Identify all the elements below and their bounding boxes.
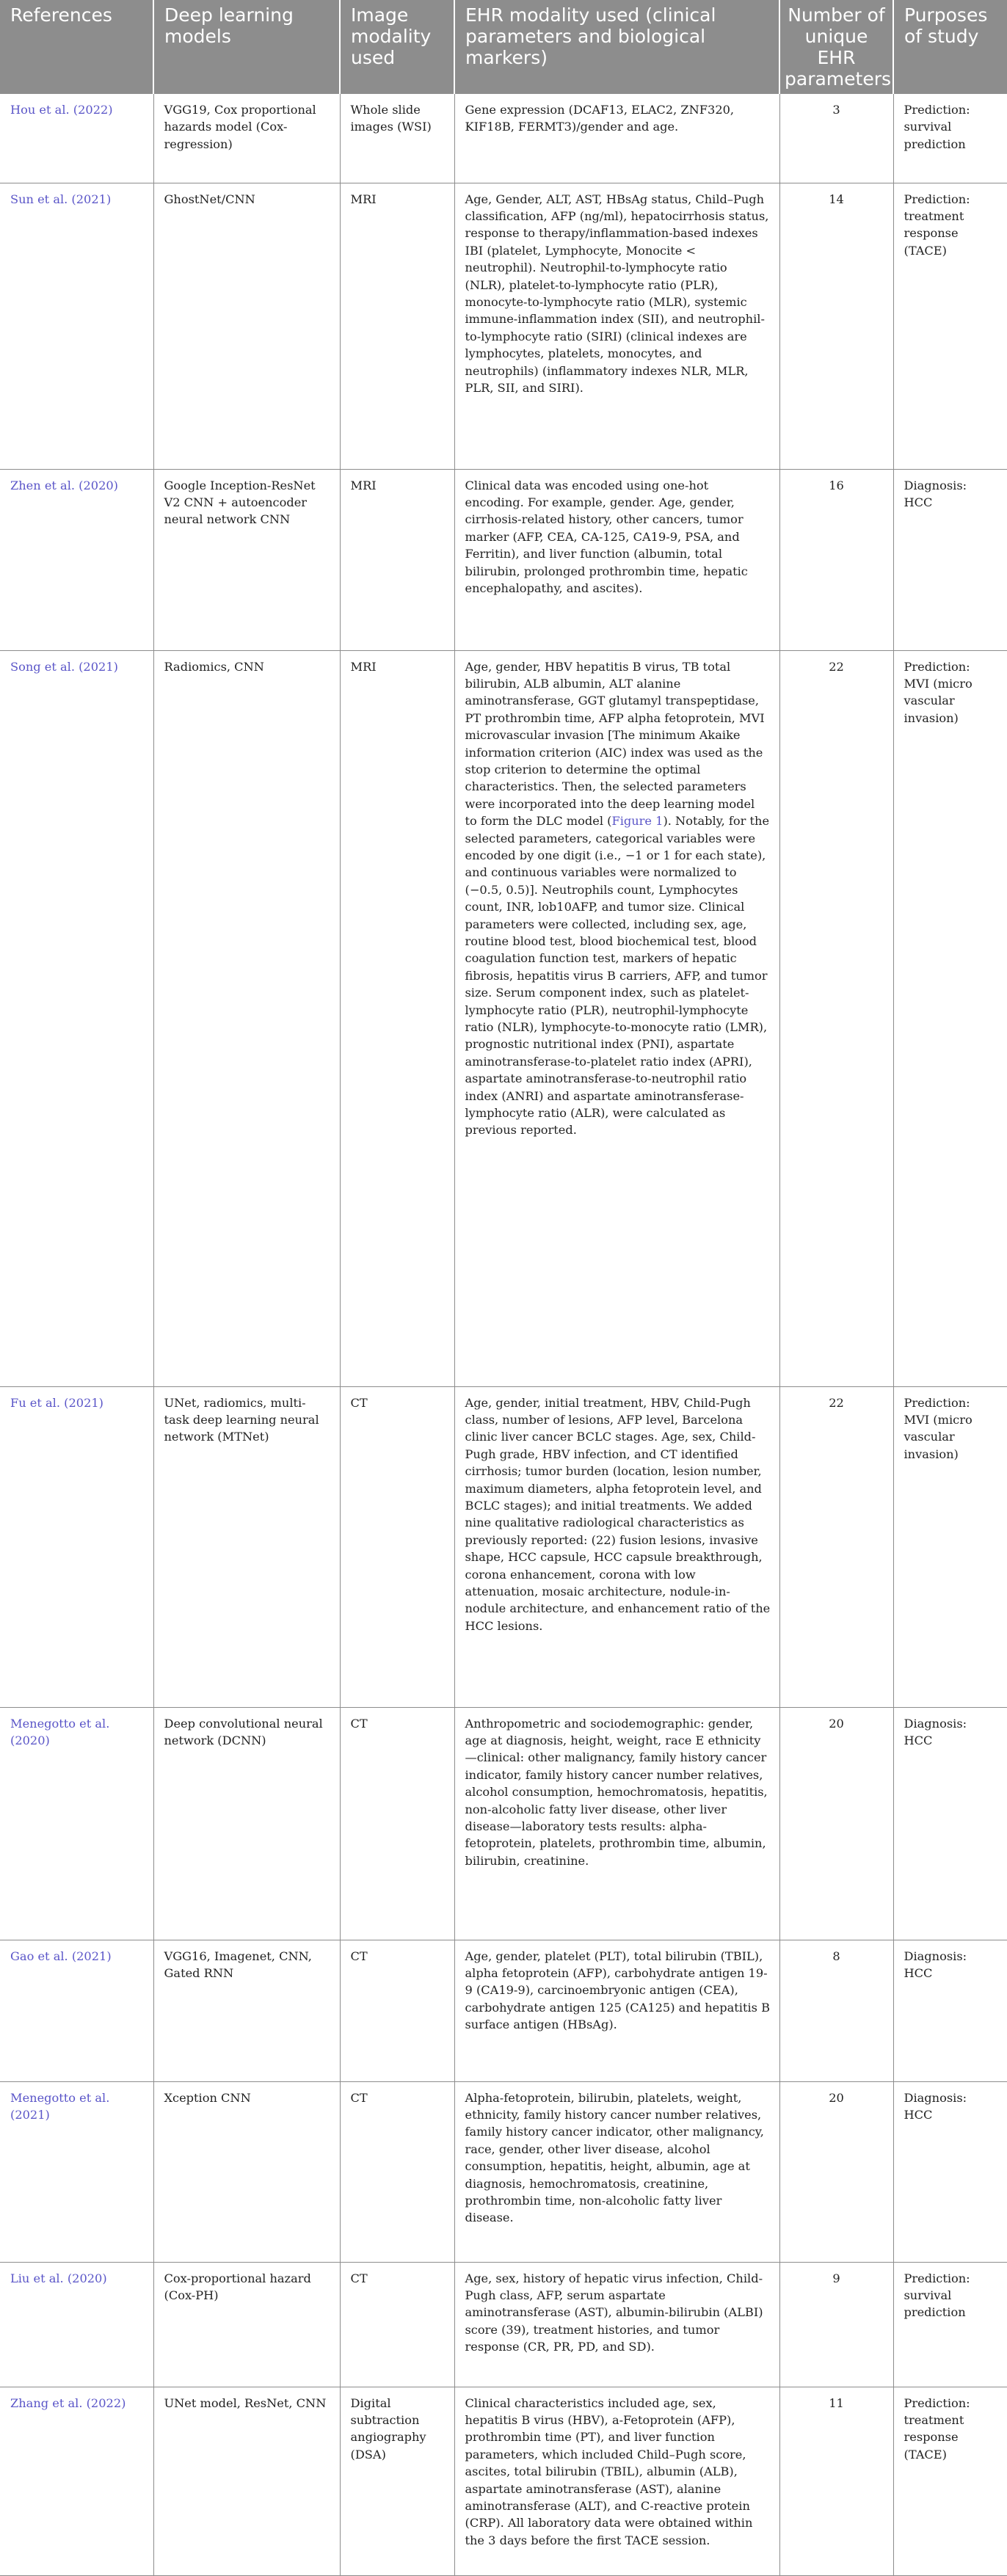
cell-reference	[0, 1386, 153, 1707]
cell-modality: MRI	[340, 650, 454, 1386]
table-row	[0, 650, 1007, 1386]
table-row	[0, 469, 1007, 650]
cell-purpose: Diagnosis: HCC	[893, 2081, 1007, 2262]
cell-ehr: Age, gender, initial treatment, HBV, Child-Pugh class, number of lesions, AFP level, Barcelona clinic liver cancer BCLC stages. Age, sex, Child-Pugh grade, HBV infection, and CT identified cirrhosis; tumor burden (location, lesion number, maximum diameters, alpha fetoprotein level, and BCLC stages); and initial treatments. We added nine qualitative radiological characteristics as previously reported: (22) fusion lesions, invasive shape, HCC capsule, HCC capsule breakthrough, corona enhancement, corona with low attenuation, mosaic architecture, nodule-in-nodule architecture, and enhancement ratio of the HCC lesions.	[454, 1386, 779, 1707]
cell-reference	[0, 1940, 153, 2081]
ehr-text: Age, gender, HBV hepatitis B virus, TB total bilirubin, ALB albumin, ALT alanine aminotransferase, GGT glutamyl transpeptidase, PT prothrombin time, AFP alpha fetoprotein, MVI microvascular invasion [The minimum Akaike information criterion (AIC) index was used as the stop criterion to determine the optimal characteristics. Then, the selected parameters were incorporated into the deep learning model to form the DLC model (	[465, 659, 765, 829]
table-row	[0, 1940, 1007, 2081]
cell-count: 9	[779, 2262, 893, 2387]
cell-model: Deep convolutional neural network (DCNN)	[153, 1707, 340, 1940]
table-row	[0, 2387, 1007, 2575]
reference-link[interactable]: Zhang et al. (2022)	[10, 2395, 126, 2410]
cell-count: 11	[779, 2387, 893, 2575]
reference-link[interactable]: Hou et al. (2022)	[10, 103, 113, 117]
cell-purpose: Prediction: survival prediction	[893, 94, 1007, 183]
cell-model: Radiomics, CNN	[153, 650, 340, 1386]
cell-model: Xception CNN	[153, 2081, 340, 2262]
cell-count: 20	[779, 2081, 893, 2262]
cell-count: 8	[779, 1940, 893, 2081]
table-row	[0, 1707, 1007, 1940]
cell-count: 16	[779, 469, 893, 650]
cell-reference	[0, 2081, 153, 2262]
cell-ehr: Gene expression (DCAF13, ELAC2, ZNF320, KIF18B, FERMT3)/gender and age.	[454, 94, 779, 183]
header-models: Deep learning models	[153, 0, 340, 94]
header-ehr: EHR modality used (clinical parameters and biological markers)	[454, 0, 779, 94]
cell-reference	[0, 2387, 153, 2575]
reference-link[interactable]: Zhen et al. (2020)	[10, 478, 118, 492]
header-count: Number of unique EHR parameters	[779, 0, 893, 94]
cell-ehr: Clinical data was encoded using one-hot encoding. For example, gender. Age, gender, cirrhosis-related history, other cancers, tumor marker (AFP, CEA, CA-125, CA19-9, PSA, and Ferritin), and liver function (albumin, total bilirubin, prolonged prothrombin time, hepatic encephalopathy, and ascites).	[454, 469, 779, 650]
cell-purpose: Prediction: treatment response (TACE)	[893, 2387, 1007, 2575]
cell-purpose: Diagnosis: HCC	[893, 1707, 1007, 1940]
cell-reference	[0, 1707, 153, 1940]
cell-modality: CT	[340, 1940, 454, 2081]
cell-ehr: Anthropometric and sociodemographic: gender, age at diagnosis, height, weight, race E ethnicity—clinical: other malignancy, family history cancer indicator, family history cancer number relatives, alcohol consumption, hemochromatosis, hepatitis, non-alcoholic fatty liver disease, other liver disease—laboratory tests results: alpha-fetoprotein, platelets, prothrombin time, albumin, bilirubin, creatinine.	[454, 1707, 779, 1940]
cell-modality: Digital subtraction angiography (DSA)	[340, 2387, 454, 2575]
table-row	[0, 2081, 1007, 2262]
cell-count: 20	[779, 1707, 893, 1940]
cell-purpose: Diagnosis: HCC	[893, 469, 1007, 650]
cell-model: Cox-proportional hazard (Cox-PH)	[153, 2262, 340, 2387]
cell-purpose: Prediction: treatment response (TACE)	[893, 183, 1007, 469]
cell-ehr: Age, sex, history of hepatic virus infection, Child-Pugh class, AFP, serum aspartate aminotransferase (AST), albumin-bilirubin (ALBI) score (39), treatment histories, and tumor response (CR, PR, PD, and SD).	[454, 2262, 779, 2387]
cell-purpose: Prediction: survival prediction	[893, 2262, 1007, 2387]
reference-link[interactable]: Menegotto et al. (2020)	[10, 1716, 110, 1747]
ehr-text: ). Notably, for the selected parameters, categorical variables were encoded by one digit (i.e., −1 or 1 for each state), and continuous variables were normalized to (−0.5, 0.5)]. Neutrophils count, Lymphocytes count, INR, lob10AFP, and tumor size. Clinical parameters were collected, including sex, age, routine blood test, blood biochemical test, blood coagulation function test, markers of hepatic fibrosis, hepatitis virus B carriers, AFP, and tumor size. Serum component index, such as platelet-lymphocyte ratio (PLR), neutrophil-lymphocyte ratio (NLR), lymphocyte-to-monocyte ratio (LMR), prognostic nutritional index (PNI), aspartate aminotransferase-to-platelet ratio index (APRI), aspartate aminotransferase-to-neutrophil ratio index (ANRI) and aspartate aminotransferase-lymphocyte ratio (ALR), were calculated as previous reported.	[465, 814, 770, 1138]
cell-reference	[0, 469, 153, 650]
cell-reference	[0, 94, 153, 183]
cell-model: UNet model, ResNet, CNN	[153, 2387, 340, 2575]
header-references: References	[0, 0, 153, 94]
cell-modality: Whole slide images (WSI)	[340, 94, 454, 183]
header-row	[0, 0, 1007, 94]
cell-modality: MRI	[340, 469, 454, 650]
cell-modality: MRI	[340, 183, 454, 469]
reference-link[interactable]: Menegotto et al. (2021)	[10, 2090, 110, 2122]
cell-count: 22	[779, 650, 893, 1386]
cell-purpose: Prediction: MVI (micro vascular invasion)	[893, 650, 1007, 1386]
table-row	[0, 183, 1007, 469]
cell-count: 22	[779, 1386, 893, 1707]
table-row	[0, 2262, 1007, 2387]
cell-reference	[0, 183, 153, 469]
cell-ehr: Age, gender, platelet (PLT), total bilirubin (TBIL), alpha fetoprotein (AFP), carbohydrate antigen 19-9 (CA19-9), carcinoembryonic antigen (CEA), carbohydrate antigen 125 (CA125) and hepatitis B surface antigen (HBsAg).	[454, 1940, 779, 2081]
cell-reference	[0, 2262, 153, 2387]
cell-count: 14	[779, 183, 893, 469]
table-body	[0, 94, 1007, 2575]
reference-link[interactable]: Fu et al. (2021)	[10, 1395, 103, 1410]
cell-modality: CT	[340, 2262, 454, 2387]
cell-model: GhostNet/CNN	[153, 183, 340, 469]
cell-purpose: Diagnosis: HCC	[893, 1940, 1007, 2081]
cell-ehr: Alpha-fetoprotein, bilirubin, platelets, weight, ethnicity, family history cancer number relatives, family history cancer indicator, other malignancy, race, gender, other liver disease, alcohol consumption, hepatitis, height, albumin, age at diagnosis, hemochromatosis, creatinine, prothrombin time, non-alcoholic fatty liver disease.	[454, 2081, 779, 2262]
cell-count: 3	[779, 94, 893, 183]
reference-link[interactable]: Gao et al. (2021)	[10, 1949, 112, 1963]
cell-modality: CT	[340, 2081, 454, 2262]
cell-reference	[0, 650, 153, 1386]
header-purpose: Purposes of study	[893, 0, 1007, 94]
reference-link[interactable]: Sun et al. (2021)	[10, 192, 112, 206]
cell-ehr: Clinical characteristics included age, sex, hepatitis B virus (HBV), a-Fetoprotein (AFP), prothrombin time (PT), and liver function parameters, which included Child–Pugh score, ascites, total bilirubin (TBIL), albumin (ALB), aspartate aminotransferase (AST), alanine aminotransferase (ALT), and C-reactive protein (CRP). All laboratory data were obtained within the 3 days before the first TACE session.	[454, 2387, 779, 2575]
cell-ehr	[454, 650, 779, 1386]
reference-link[interactable]: Liu et al. (2020)	[10, 2271, 107, 2285]
cell-model: UNet, radiomics, multi-task deep learning neural network (MTNet)	[153, 1386, 340, 1707]
cell-model: VGG19, Cox proportional hazards model (Cox-regression)	[153, 94, 340, 183]
cell-modality: CT	[340, 1707, 454, 1940]
cell-purpose: Prediction: MVI (micro vascular invasion)	[893, 1386, 1007, 1707]
cell-ehr: Age, Gender, ALT, AST, HBsAg status, Child–Pugh classification, AFP (ng/ml), hepatocirrhosis status, response to therapy/inflammation-based indexes IBI (platelet, Lymphocyte, Monocite < neutrophil). Neutrophil-to-lymphocyte ratio (NLR), platelet-to-lymphocyte ratio (PLR), monocyte-to-lymphocyte ratio (MLR), systemic immune-inflammation index (SII), and neutrophil-to-lymphocyte ratio (SIRI) (clinical indexes are lymphocytes, platelets, monocytes, and neutrophils) (inflammatory indexes NLR, MLR, PLR, SII, and SIRI).	[454, 183, 779, 469]
table-row	[0, 1386, 1007, 1707]
cell-model: VGG16, Imagenet, CNN, Gated RNN	[153, 1940, 340, 2081]
reference-link[interactable]: Song et al. (2021)	[10, 659, 118, 674]
header-modality: Image modality used	[340, 0, 454, 94]
cell-modality: CT	[340, 1386, 454, 1707]
figure-link[interactable]: Figure 1	[611, 814, 664, 829]
table-header	[0, 0, 1007, 94]
table-row	[0, 94, 1007, 183]
cell-model: Google Inception-ResNet V2 CNN + autoencoder neural network CNN	[153, 469, 340, 650]
